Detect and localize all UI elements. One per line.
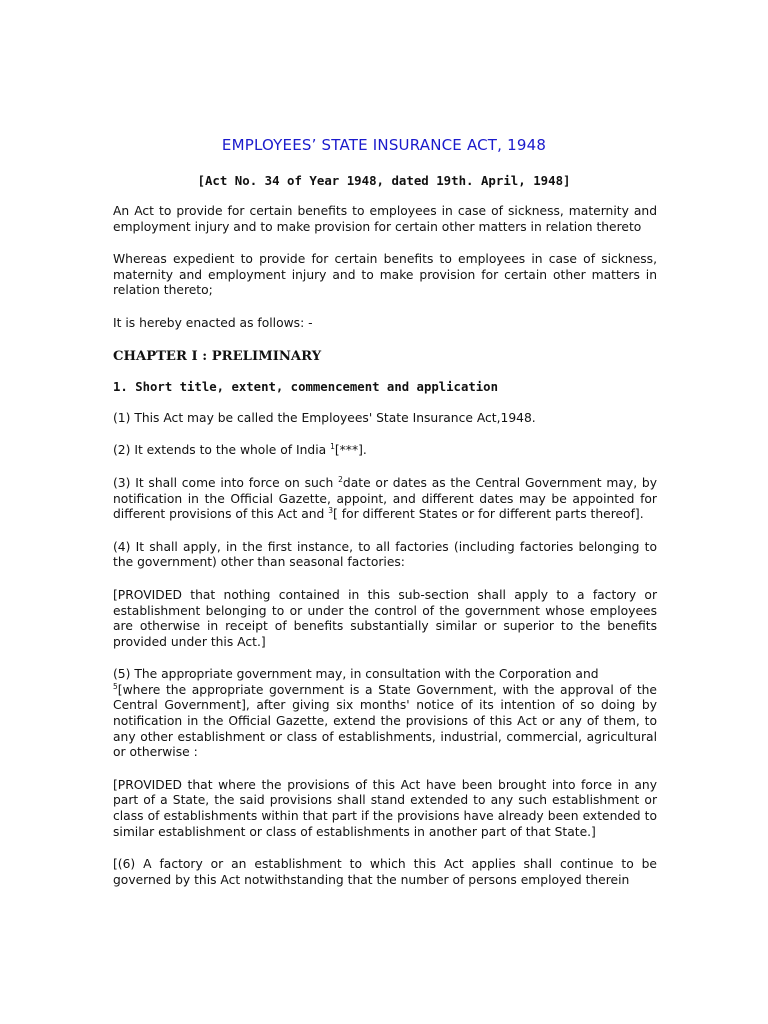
proviso-2: [PROVIDED that where the provisions of this Act have been brought into force in any part of a State, the said provisions shall stand extended to any such establishment or class of establishments within that part if the provisions have already been extended to similar establishment or class of establishments in another part of that State.] (113, 777, 657, 839)
clause-2-text-end: [***]. (334, 443, 367, 458)
whereas-paragraph: Whereas expedient to provide for certain benefits to employees in case of sickness, maternity and employment injury and to make provision for certain other matters in relation thereto; (113, 252, 657, 298)
enactment-paragraph: It is hereby enacted as follows: - (113, 315, 313, 330)
clause-2-text: (2) It extends to the whole of India (113, 443, 331, 458)
intro-paragraph: An Act to provide for certain benefits to employees in case of sickness, maternity and employment injury and to make provision for certain other matters in relation thereto (113, 204, 657, 234)
footnote-marker: 1 (330, 442, 335, 452)
clause-5-text: (5) The appropriate government may, in consultation with the Corporation and (113, 667, 599, 682)
document-body (113, 204, 657, 888)
clause-5 (113, 667, 657, 761)
footnote-marker: 3 (328, 506, 334, 516)
clause-5-text-end: [where the appropriate government is a State Government, with the approval of the Central Government], after giving six months' notice of its intention of so doing by notification in the Official Gazette, extend the provisions of this Act or any of them, to any other establishment or class of establishments, industrial, commercial, agricultural or otherwise : (113, 682, 657, 760)
proviso-1: [PROVIDED that nothing contained in this sub-section shall apply to a factory or establishment belonging to or under the control of the government whose employees are otherwise in receipt of benefits substantially similar or superior to the benefits provided under this Act.] (113, 587, 657, 649)
chapter-heading: CHAPTER I : PRELIMINARY (113, 348, 322, 364)
clause-1: (1) This Act may be called the Employees' State Insurance Act,1948. (113, 410, 536, 425)
footnote-marker: 5 (113, 681, 118, 691)
clause-3-text-middle: date or dates as the Central Government may, by notification in the Official Gazette, appoint, and different dates may be appointed for different provisions of this Act and (113, 475, 657, 522)
section-heading: 1. Short title, extent, commencement and application (113, 380, 498, 395)
clause-3 (113, 476, 657, 523)
footnote-marker: 2 (338, 474, 343, 484)
act-reference: [Act No. 34 of Year 1948, dated 19th. April, 1948] (197, 173, 571, 188)
clause-3-text: (3) It shall come into force on such (113, 475, 339, 490)
clause-3-text-end: [ for different States or for different parts thereof]. (333, 507, 644, 522)
document-title: EMPLOYEES’ STATE INSURANCE ACT, 1948 (221, 136, 547, 154)
clause-6: [(6) A factory or an establishment to which this Act applies shall continue to be governed by this Act notwithstanding that the number of persons employed therein (113, 857, 657, 887)
clause-4: (4) It shall apply, in the first instance, to all factories (including factories belonging to the government) other than seasonal factories: (113, 539, 657, 570)
clause-2 (113, 443, 657, 459)
